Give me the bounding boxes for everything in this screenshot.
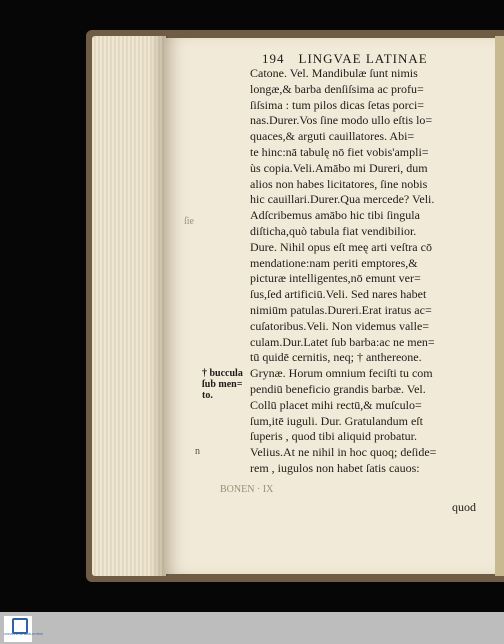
text-line: te hinc:nā tabulę nō fiet vobis'ampli= — [250, 144, 429, 159]
text-line: ſiſsima : tum pilos dicas ſetas porci= — [250, 97, 425, 112]
text-line: diſticha,quò tabula fiat vendibilior. — [250, 223, 417, 238]
text-line: picturæ intelligentes,nō emunt ver= — [250, 271, 421, 286]
margin-note — [202, 368, 252, 401]
text-line: alios non habes licitatores, ſine nobis — [250, 176, 428, 191]
text-line: culam.Dur.Latet ſub barba:ac ne men= — [250, 334, 435, 349]
text-line: quaces,& arguti cauillatores. Abi= — [250, 129, 415, 144]
faded-stamp: BONEN · IX — [220, 484, 274, 495]
facing-page-edge — [495, 36, 504, 576]
text-line: mendatione:nam periti emptores,& — [250, 255, 418, 270]
text-line: cuſatoribus.Veli. Non videmus valle= — [250, 318, 430, 333]
running-head-title: LINGVAE LATINAE — [298, 51, 428, 66]
text-line: hic cauillari.Durer.Qua mercede? Veli. — [250, 192, 435, 207]
margin-letter: n — [195, 446, 200, 457]
text-line: ſus,ſed artificiū.Veli. Sed nares habet — [250, 287, 427, 302]
text-line: rem , iugulos non habet ſatis cauos: — [250, 460, 420, 475]
running-head — [262, 51, 502, 67]
margin-note-line: † buccula — [202, 368, 243, 379]
text-line: Collū placet mihi rectū,& muſculo= — [250, 397, 422, 412]
text-line: tū quidē cernitis, neq; † anthereone. — [250, 350, 422, 365]
library-logo[interactable] — [4, 616, 44, 642]
viewer-footer-bar — [0, 612, 504, 644]
text-line: Catone. Vel. Mandibulæ ſunt nimis — [250, 66, 418, 80]
text-line: Velius.At ne nihil in hoc quoq; deſide= — [250, 445, 437, 460]
page-number: 194 — [262, 51, 285, 66]
margin-note-line: ſub men= — [202, 379, 243, 390]
text-line: ùs copia.Veli.Amābo mi Dureri, dum — [250, 160, 428, 175]
text-line: ſum,itē iuguli. Dur. Gratulandum eſt — [250, 413, 423, 428]
text-line: longæ,& barba denſiſsima ac profu= — [250, 81, 424, 96]
text-line: Dure. Nihil opus eſt meę arti veſtra cō — [250, 239, 432, 254]
page-body-text — [250, 66, 488, 477]
margin-note-line: to. — [202, 390, 213, 401]
text-line: nas.Durer.Vos ſine modo ullo eſtis lo= — [250, 113, 433, 128]
text-line: Grynæ. Horum omnium feciſti tu com — [250, 366, 433, 381]
text-line: ſuperis , quod tibi aliquid probatur. — [250, 429, 417, 444]
library-logo-text: UNIVERSITÄTSBIBLIOTHEK — [4, 632, 44, 636]
text-line: nimiūm patulas.Dureri.Erat iratus ac= — [250, 302, 432, 317]
text-line: Adſcribemus amābo hic tibi ſingula — [250, 208, 420, 223]
catchword: quod — [452, 500, 476, 514]
margin-ghost-mark: ſie — [184, 216, 194, 227]
text-line: pendiū beneficio grandis barbæ. Vel. — [250, 381, 426, 396]
